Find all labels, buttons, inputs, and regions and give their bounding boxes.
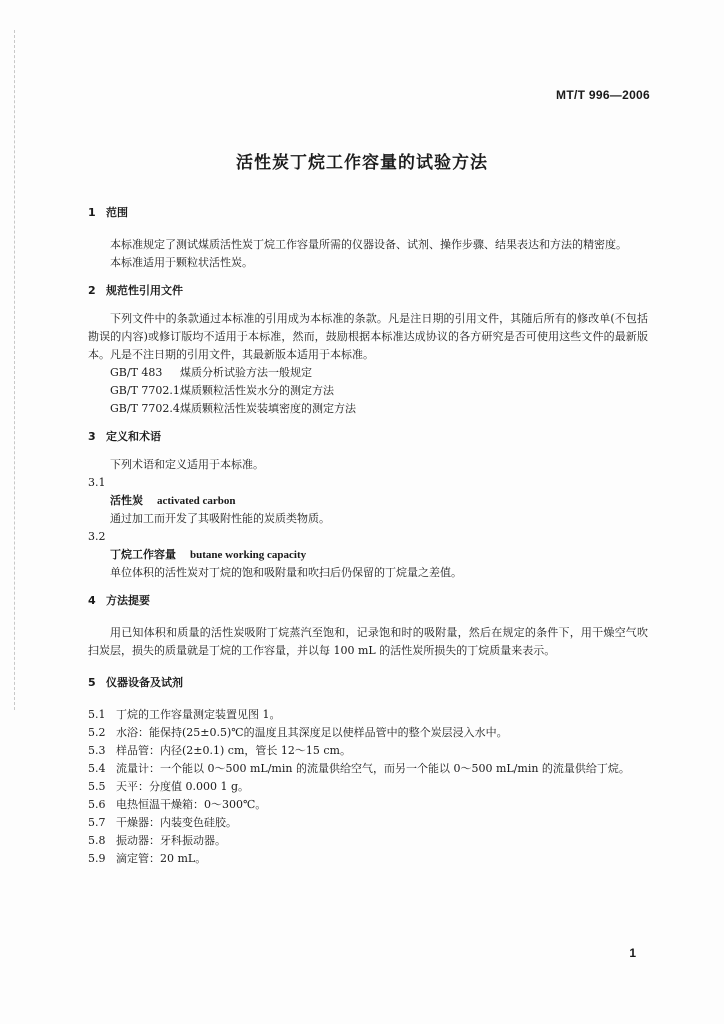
- item-number: 5.8: [88, 834, 106, 847]
- section-heading-method-summary: [88, 592, 648, 610]
- term-chinese: 丁烷工作容量: [110, 548, 176, 561]
- term-definition: 通过加工而开发了其吸附性能的炭质类物质。: [110, 512, 330, 525]
- apparatus-item: [88, 724, 648, 742]
- item-number: 5.4: [88, 762, 106, 775]
- term-english: butane working capacity: [190, 549, 307, 561]
- reference-item: [88, 400, 648, 418]
- reference-code: GB/T 483: [110, 366, 163, 379]
- method-summary-paragraph: 用已知体积和质量的活性炭吸附丁烷蒸汽至饱和，记录饱和时的吸附量，然后在规定的条件下，用干燥空气吹扫炭层，损失的质量就是丁烷的工作容量，并以每 100 mL 的活性炭所损失的丁烷质量来表示。: [88, 626, 648, 657]
- apparatus-item: [88, 706, 648, 724]
- apparatus-item: [88, 814, 648, 832]
- item-number: 5.2: [88, 726, 106, 739]
- item-text: 电热恒温干燥箱：0～300℃。: [116, 798, 267, 811]
- section-number: 4: [88, 594, 96, 607]
- term-heading: [88, 546, 648, 564]
- section-number: 5: [88, 676, 96, 689]
- term-heading: [88, 492, 648, 510]
- scan-edge-marks: [14, 30, 19, 710]
- reference-item: [88, 382, 648, 400]
- item-number: 5.5: [88, 780, 106, 793]
- item-text: 流量计：一个能以 0～500 mL/min 的流量供给空气，而另一个能以 0～500 mL/min 的流量供给丁烷。: [116, 762, 630, 775]
- item-text: 干燥器：内装变色硅胶。: [116, 816, 237, 829]
- section-heading-terms-definitions: [88, 428, 648, 446]
- item-text: 水浴：能保持(25±0.5)℃的温度且其深度足以使样品管中的整个炭层浸入水中。: [116, 726, 508, 739]
- item-text: 样品管：内径(2±0.1) cm，管长 12～15 cm。: [116, 744, 351, 757]
- apparatus-item: [88, 796, 648, 814]
- section-heading-normative-references: [88, 282, 648, 300]
- section-title: 范围: [106, 206, 128, 219]
- section-number: 2: [88, 284, 96, 297]
- section-heading-apparatus-reagents: [88, 674, 648, 692]
- item-text: 振动器：牙科振动器。: [116, 834, 226, 847]
- apparatus-item: [88, 850, 648, 868]
- term-number: 3.2: [88, 530, 106, 543]
- section-title: 定义和术语: [106, 430, 161, 443]
- terms-intro-paragraph: 下列术语和定义适用于本标准。: [110, 458, 264, 471]
- section-title: 规范性引用文件: [106, 284, 183, 297]
- reference-code: GB/T 7702.1: [110, 384, 180, 397]
- item-number: 5.7: [88, 816, 106, 829]
- term-chinese: 活性炭: [110, 494, 143, 507]
- reference-item: [88, 364, 648, 382]
- document-title: 活性炭丁烷工作容量的试验方法: [236, 153, 488, 173]
- item-text: 滴定管：20 mL。: [116, 852, 207, 865]
- apparatus-item: [88, 742, 648, 760]
- apparatus-item: [88, 760, 648, 778]
- apparatus-item: [88, 832, 648, 850]
- item-number: 5.1: [88, 708, 106, 721]
- document-body: [88, 204, 648, 868]
- section-heading-scope: [88, 204, 648, 222]
- reference-title: 煤质颗粒活性炭装填密度的测定方法: [180, 402, 356, 415]
- item-number: 5.6: [88, 798, 106, 811]
- apparatus-item: [88, 778, 648, 796]
- reference-code: GB/T 7702.4: [110, 402, 180, 415]
- item-number: 5.9: [88, 852, 106, 865]
- section-number: 1: [88, 206, 96, 219]
- reference-title: 煤质颗粒活性炭水分的测定方法: [180, 384, 334, 397]
- reference-title: 煤质分析试验方法一般规定: [180, 366, 312, 379]
- item-text: 丁烷的工作容量测定装置见图 1。: [116, 708, 281, 721]
- references-paragraph: 下列文件中的条款通过本标准的引用成为本标准的条款。凡是注日期的引用文件，其随后所有的修改单(不包括勘误的内容)或修订版均不适用于本标准，然而，鼓励根据本标准达成协议的各方研究是否可使用这些文件的最新版本。凡是不注日期的引用文件，其最新版本适用于本标准。: [88, 312, 648, 361]
- item-text: 天平：分度值 0.000 1 g。: [116, 780, 250, 793]
- scope-paragraph-1: 本标准规定了测试煤质活性炭丁烷工作容量所需的仪器设备、试剂、操作步骤、结果表达和方法的精密度。: [110, 238, 627, 251]
- section-title: 仪器设备及试剂: [106, 676, 183, 689]
- term-english: activated carbon: [157, 495, 236, 507]
- page-number: 1: [629, 946, 636, 960]
- item-number: 5.3: [88, 744, 106, 757]
- section-number: 3: [88, 430, 96, 443]
- section-title: 方法提要: [106, 594, 150, 607]
- standard-code: MT/T 996—2006: [556, 88, 650, 102]
- scope-paragraph-2: 本标准适用于颗粒状活性炭。: [110, 256, 253, 269]
- term-definition: 单位体积的活性炭对丁烷的饱和吸附量和吹扫后仍保留的丁烷量之差值。: [110, 566, 462, 579]
- term-number: 3.1: [88, 476, 106, 489]
